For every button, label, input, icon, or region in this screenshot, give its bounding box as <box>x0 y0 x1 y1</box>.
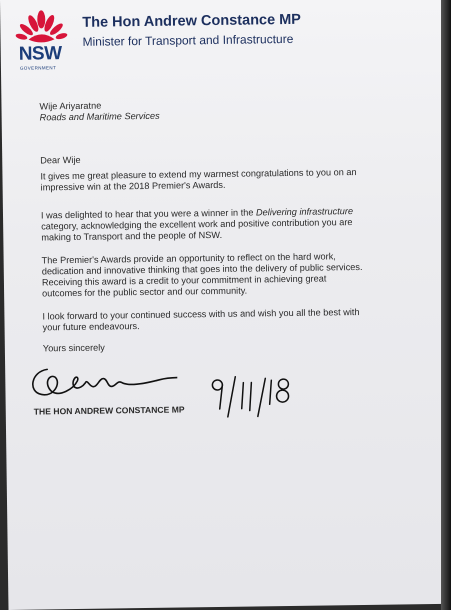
paragraph-4 <box>42 307 359 333</box>
paragraph-3-line: outcomes for the public sector and our community. <box>42 285 248 299</box>
signatory-name: THE HON ANDREW CONSTANCE MP <box>33 404 185 417</box>
waratah-flower-icon <box>14 9 68 46</box>
paragraph-3-line: dedication and innovative thinking that goes into the delivery of public services. <box>41 261 363 277</box>
photo-edge-shadow <box>441 0 451 610</box>
recipient-name: Wije Ariyaratne <box>39 100 102 112</box>
paragraph-2 <box>41 206 353 243</box>
paragraph-2-text: I was delighted to hear that you were a winner in the <box>40 207 257 221</box>
paragraph-3 <box>42 251 363 299</box>
recipient-organisation: Roads and Maritime Services <box>39 110 160 123</box>
salutation: Dear Wije <box>40 154 81 166</box>
paragraph-1-line: It gives me great pleasure to extend my warmest congratulations to you on an <box>40 167 357 182</box>
logo-nsw-text: NSW <box>18 43 62 65</box>
minister-role: Minister for Transport and Infrastructure <box>82 31 294 49</box>
handwritten-signature <box>27 360 178 408</box>
award-category: Delivering infrastructure <box>255 206 354 218</box>
handwritten-date <box>205 374 296 421</box>
paragraph-1-line: impressive win at the 2018 Premier's Awards. <box>40 179 226 193</box>
paragraph-4-line: your future endeavours. <box>42 321 140 333</box>
nsw-government-logo <box>14 9 69 74</box>
paragraph-3-line: Receiving this award is a credit to your commitment in achieving great <box>41 273 327 288</box>
logo-government-text: GOVERNMENT <box>19 65 57 71</box>
paragraph-2-line: making to Transport and the people of NSW. <box>41 229 223 243</box>
minister-name: The Hon Andrew Constance MP <box>82 11 302 31</box>
paragraph-1 <box>40 167 356 193</box>
closing: Yours sincerely <box>42 342 105 354</box>
paragraph-4-line: I look forward to your continued success with us and wish you all the best with <box>42 307 360 322</box>
paragraph-2-line: category, acknowledging the excellent work and positive contribution you are <box>41 217 353 232</box>
paragraph-3-line: The Premier's Awards provide an opportunity to reflect on the hard work, <box>41 251 336 266</box>
